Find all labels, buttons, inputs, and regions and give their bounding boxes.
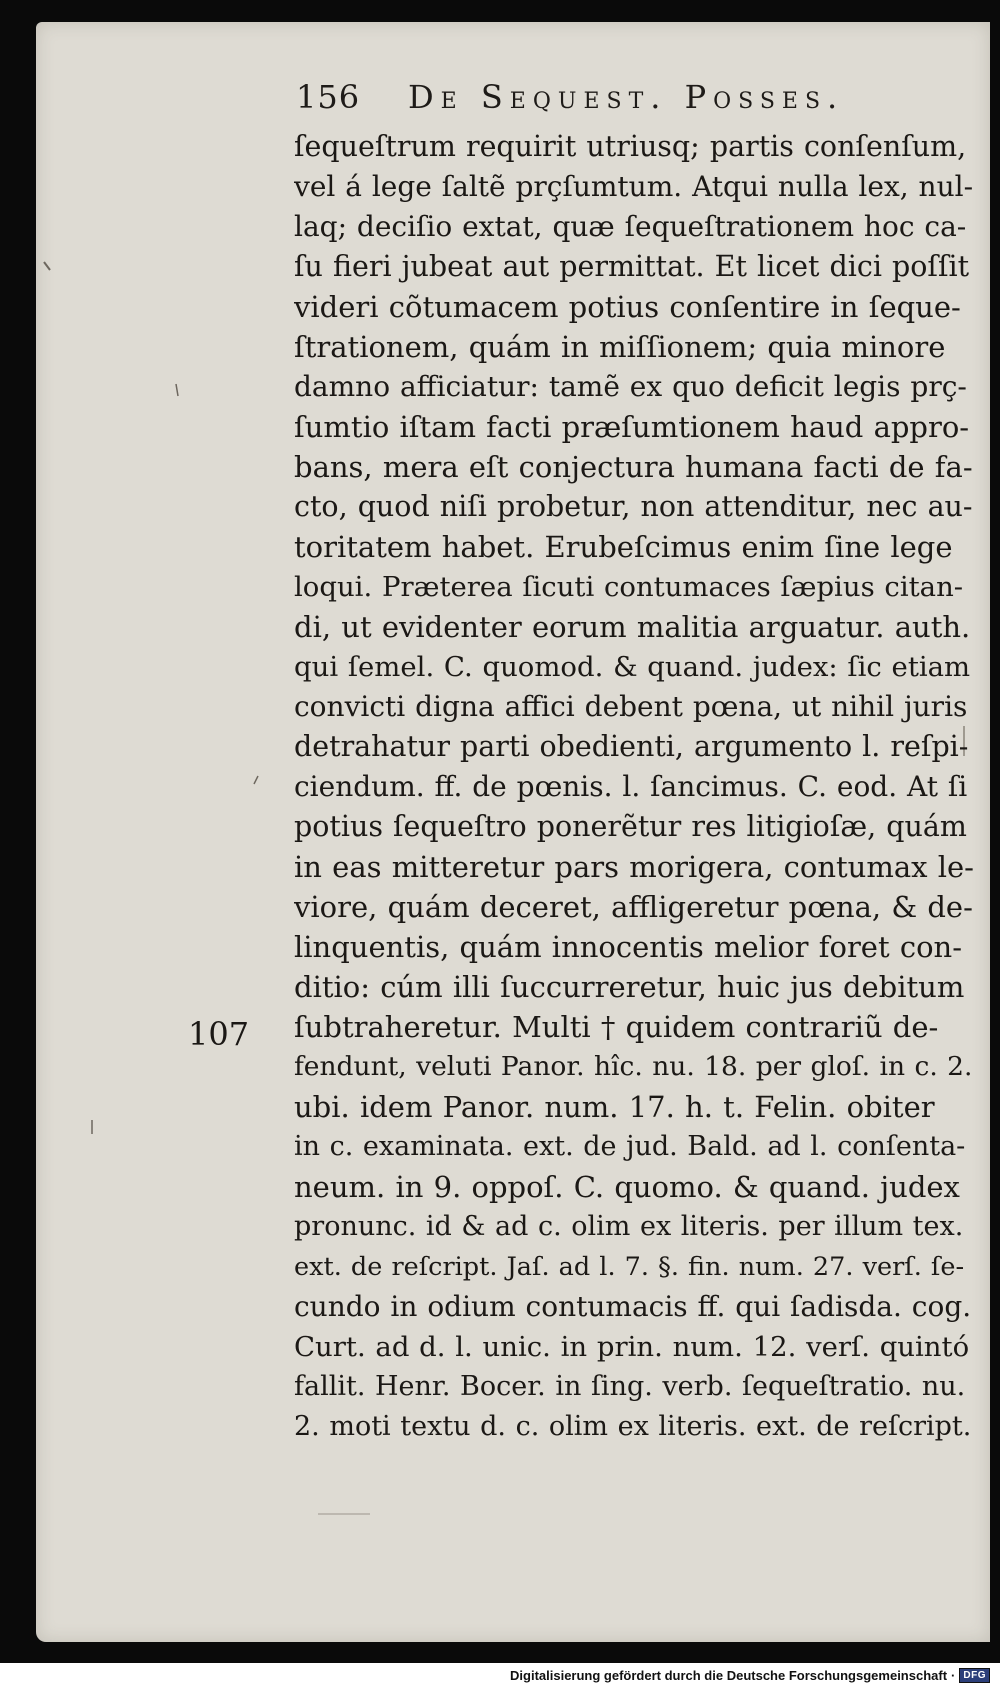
text-line: fendunt, veluti Panor. hîc. nu. 18. per gloſ. in c. 2. (294, 1051, 973, 1082)
text-line: detrahatur parti obedienti, argumento l. reſpi- (294, 730, 969, 763)
text-line: ſequeſtrum requirit utriusq; partis conſenſum, (294, 130, 967, 163)
text-line: convicti digna affici debent pœna, ut nihil juris (294, 690, 968, 723)
text-line: pronunc. id & ad c. olim ex literis. per illum tex. (294, 1211, 964, 1242)
text-body (294, 127, 974, 1447)
text-line: ſtrationem, quám in miſſionem; quia minore (294, 330, 946, 364)
margin-number: 107 (188, 1015, 250, 1053)
running-header (296, 78, 896, 128)
text-line: loqui. Præterea ſicuti contumaces ſæpius citan- (294, 571, 964, 603)
dfg-logo-icon: DFG (959, 1668, 990, 1683)
text-line: ext. de reſcript. Jaſ. ad l. 7. §. fin. num. 27. verſ. ſe- (294, 1252, 965, 1282)
text-line: Curt. ad d. l. unic. in prin. num. 12. verſ. quintó (294, 1331, 970, 1363)
text-line: ubi. idem Panor. num. 17. h. t. Felin. obiter (294, 1090, 935, 1124)
separator: · (951, 1668, 956, 1683)
text-line: in eas mitteretur pars morigera, contumax le- (294, 850, 974, 884)
footer (510, 1668, 990, 1683)
text-line: potius ſequeſtro ponerẽtur res litigioſæ, quám (294, 810, 967, 843)
text-line: videri cõtumacem potius conſentire in ſeque- (294, 290, 961, 324)
text-line: damno afficiatur: tamẽ ex quo deficit legis prç- (294, 370, 967, 403)
text-line: ciendum. ff. de pœnis. l. ſancimus. C. eod. At ſi (294, 770, 968, 803)
text-line: cundo in odium contumacis ff. qui ſadisda. cog. (294, 1290, 972, 1323)
text-line: ſu fieri jubeat aut permittat. Et licet dici poſſit (294, 250, 970, 283)
text-line: fallit. Henr. Bocer. in ſing. verb. ſequeſtratio. nu. (294, 1371, 966, 1402)
text-line: cto, quod niſi probetur, non attenditur, nec au- (294, 490, 973, 523)
text-line: vel á lege ſaltẽ prçſumtum. Atqui nulla lex, nul- (294, 170, 974, 203)
footer-text: Digitalisierung gefördert durch die Deutsche Forschungsgemeinschaft (510, 1668, 948, 1683)
page-number: 156 (296, 78, 361, 116)
text-line: viore, quám deceret, affligeretur pœna, & de- (294, 890, 973, 924)
text-line: ſumtio iſtam facti præſumtionem haud appro- (294, 410, 970, 444)
text-line: linquentis, quám innocentis melior foret con- (294, 930, 963, 964)
text-line: bans, mera eſt conjectura humana facti de fa- (294, 450, 973, 484)
text-line: di, ut evidenter eorum malitia arguatur. auth. (294, 610, 971, 644)
text-line: laq; deciſio extat, quæ ſequeſtrationem hoc ca- (294, 210, 967, 243)
text-line: neum. in 9. oppoſ. C. quomo. & quand. judex (294, 1170, 960, 1204)
text-line: qui ſemel. C. quomod. & quand. judex: ſic etiam (294, 651, 971, 683)
text-line: in c. examinata. ext. de jud. Bald. ad l. conſenta- (294, 1131, 966, 1162)
running-title: De Sequest. Posses. (408, 78, 845, 116)
text-line: 2. moti textu d. c. olim ex literis. ext. de reſcript. (294, 1411, 972, 1442)
text-line: ditio: cúm illi ſuccurreretur, huic jus debitum (294, 970, 965, 1004)
text-line: toritatem habet. Erubeſcimus enim ſine lege (294, 530, 953, 564)
text-line: ſubtraheretur. Multi † quidem contrariũ de- (294, 1010, 939, 1044)
